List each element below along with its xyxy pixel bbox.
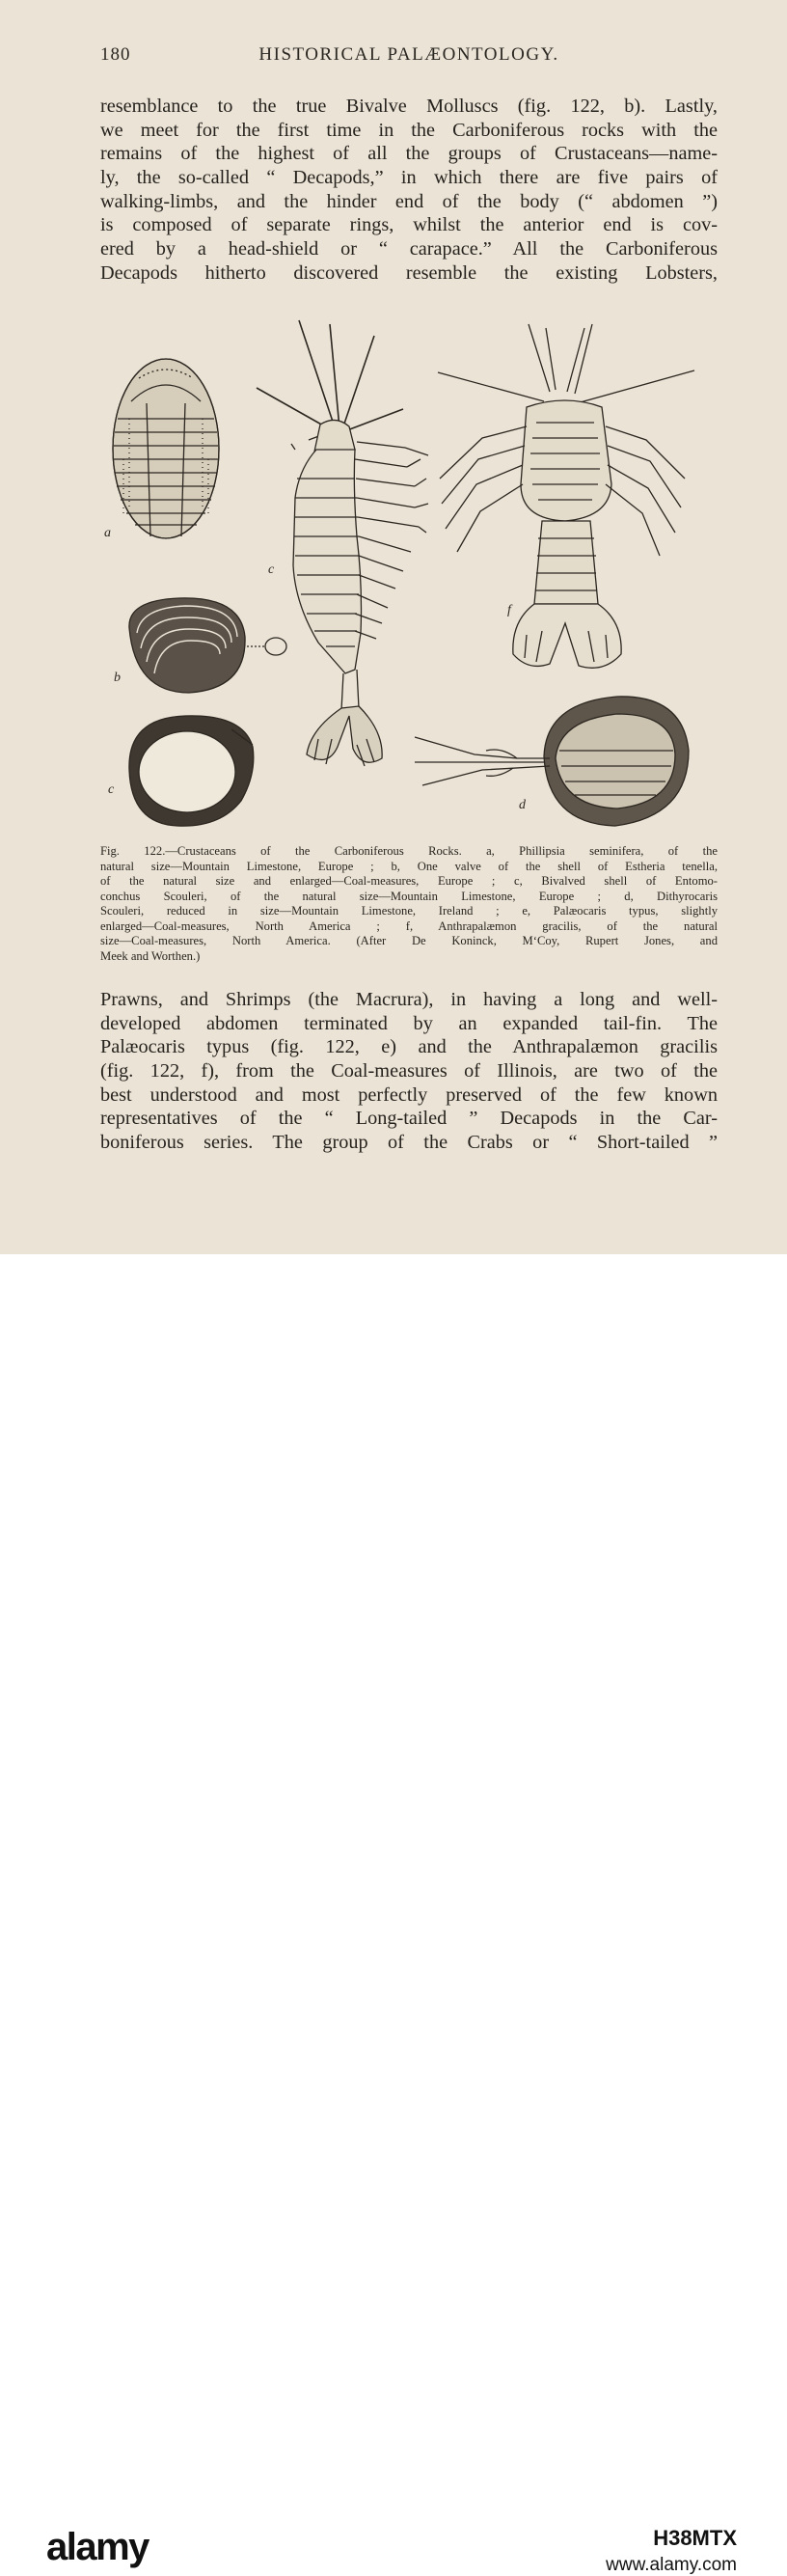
- text-line: is composed of separate rings, whilst the anterior end is cov-: [100, 214, 718, 236]
- palaeocaris-shrimp-illustration: [257, 320, 428, 766]
- trilobite-illustration: [113, 359, 219, 538]
- text-line: Palæocaris typus (fig. 122, e) and the Anthrapalæmon gracilis: [100, 1036, 718, 1058]
- image-code: H38MTX: [653, 2526, 737, 2550]
- figure-caption: [100, 844, 718, 964]
- estheria-shell-illustration: [129, 598, 286, 693]
- figure-label-c-right: c: [268, 562, 275, 577]
- caption-line: Scouleri, reduced in size—Mountain Limestone, Ireland ; e, Palæocaris typus, slightly: [100, 904, 718, 918]
- caption-line: of the natural size and enlarged—Coal-measures, Europe ; c, Bivalved shell of Entomo-: [100, 874, 718, 888]
- figure-illustration: [96, 315, 714, 839]
- text-line: we meet for the first time in the Carboniferous rocks with the: [100, 119, 718, 141]
- brand-logo: alamy: [46, 2526, 149, 2568]
- figure-label-b: b: [114, 671, 121, 685]
- paragraph-top: [100, 95, 718, 286]
- text-line: boniferous series. The group of the Crabs or “ Short-tailed ”: [100, 1132, 718, 1154]
- running-header: [100, 44, 718, 73]
- text-line: ered by a head-shield or “ carapace.” All the Carboniferous: [100, 238, 718, 260]
- text-line: Decapods hitherto discovered resemble the existing Lobsters,: [100, 261, 718, 284]
- text-line: best understood and most perfectly preserved of the few known: [100, 1083, 718, 1106]
- stock-footer: [0, 1254, 787, 2575]
- site-url: www.alamy.com: [606, 2555, 737, 2575]
- page-number: 180: [100, 44, 131, 65]
- text-line: Prawns, and Shrimps (the Macrura), in having a long and well-: [100, 989, 718, 1010]
- figure-label-d: d: [519, 798, 526, 812]
- dithyrocaris-illustration: [415, 697, 689, 826]
- entomoconchus-shell-illustration: [129, 716, 254, 826]
- caption-line: size—Coal-measures, North America. (After De Koninck, M‘Coy, Rupert Jones, and: [100, 934, 718, 947]
- running-title: HISTORICAL PALÆONTOLOGY.: [258, 44, 559, 65]
- text-line: ly, the so-called “ Decapods,” in which there are five pairs of: [100, 167, 718, 189]
- anthrapalaemon-lobster-illustration: [438, 324, 694, 668]
- text-line: representatives of the “ Long-tailed ” Decapods in the Car-: [100, 1108, 718, 1130]
- book-page: [0, 0, 787, 1254]
- figure-label-a: a: [104, 526, 111, 540]
- figure-label-f: f: [507, 603, 511, 617]
- caption-line: Meek and Worthen.): [100, 948, 201, 963]
- text-line: remains of the highest of all the groups of Crustaceans—name-: [100, 143, 718, 165]
- text-line: walking-limbs, and the hinder end of the body (“ abdomen ”): [100, 190, 718, 212]
- text-line: (fig. 122, f), from the Coal-measures of Illinois, are two of the: [100, 1060, 718, 1082]
- caption-line: conchus Scouleri, of the natural size—Mountain Limestone, Europe ; d, Dithyrocaris: [100, 889, 718, 903]
- paragraph-bottom: [100, 988, 718, 1155]
- caption-line: Fig. 122.—Crustaceans of the Carboniferous Rocks. a, Phillipsia seminifera, of the: [100, 844, 718, 858]
- caption-line: enlarged—Coal-measures, North America ; f, Anthrapalæmon gracilis, of the natural: [100, 918, 718, 933]
- text-line: developed abdomen terminated by an expanded tail-fin. The: [100, 1012, 718, 1034]
- caption-line: natural size—Mountain Limestone, Europe ; b, One valve of the shell of Estheria tenella,: [100, 859, 718, 873]
- figure-122: [96, 315, 714, 839]
- text-line: resemblance to the true Bivalve Molluscs (fig. 122, b). Lastly,: [100, 96, 718, 117]
- figure-label-c-left: c: [108, 782, 115, 797]
